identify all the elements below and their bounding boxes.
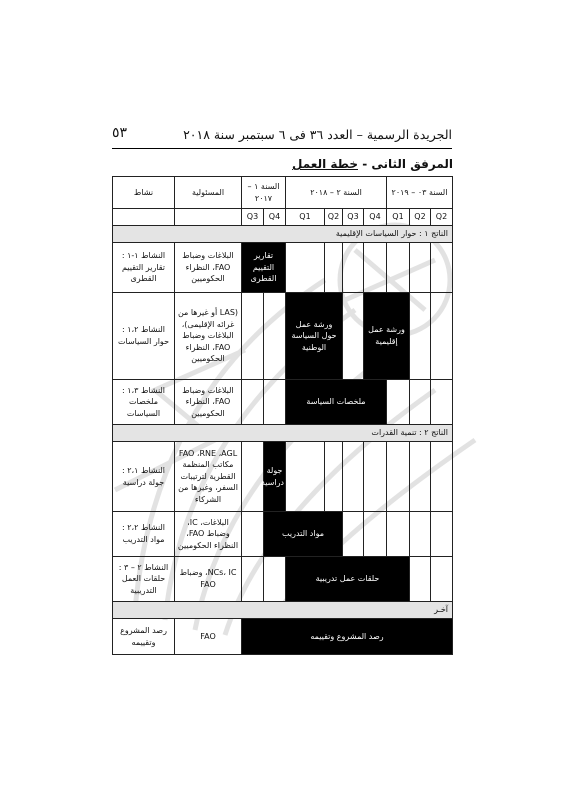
responsible-cell: FAO ،RNE ،AGL مكاتب المنظمة القطرية لترتيبات السفر، وغيرها من الشركاء bbox=[175, 442, 242, 512]
gantt-bar: ورشة عمل إقليمية bbox=[364, 293, 410, 380]
annex-heading bbox=[292, 157, 453, 171]
quarter-label: Q2 bbox=[325, 209, 343, 226]
table-row bbox=[113, 293, 453, 380]
quarter-label: Q1 bbox=[286, 209, 325, 226]
quarter-label: Q2 bbox=[431, 209, 453, 226]
table-row bbox=[113, 243, 453, 293]
header-rule bbox=[112, 148, 452, 149]
section-row bbox=[113, 602, 453, 619]
page-header bbox=[112, 125, 452, 145]
quarter-label: Q4 bbox=[264, 209, 286, 226]
responsible-cell: NCs، IC، وضباط FAO bbox=[175, 557, 242, 602]
activity-cell: رصد المشروع وتقييمه bbox=[113, 619, 175, 655]
activity-cell: النشاط ١،٢ : حوار السياسات bbox=[113, 293, 175, 380]
activity-cell: النشاط ١-١ : تقارير التقييم القطرى bbox=[113, 243, 175, 293]
section-title-output-2: الناتج ٢ : تنمية القدرات bbox=[113, 425, 453, 442]
responsible-cell: FAO bbox=[175, 619, 242, 655]
gantt-bar: تقارير التقييم القطرى bbox=[242, 243, 286, 293]
col-header-year2: السنة ٢ – ٢٠١٨ bbox=[286, 177, 387, 209]
gantt-bar: جولة دراسية bbox=[264, 442, 286, 512]
section-title-other: آخـر bbox=[113, 602, 453, 619]
quarter-label: Q4 bbox=[364, 209, 387, 226]
activity-cell: النشاط ١،٣ : ملخصات السياسات bbox=[113, 380, 175, 425]
table-row bbox=[113, 557, 453, 602]
col-header-responsible: المسئولية bbox=[175, 177, 242, 209]
gantt-bar: حلقات عمل تدريبية bbox=[286, 557, 410, 602]
quarter-label: Q1 bbox=[387, 209, 410, 226]
section-title-output-1: الناتج ١ : حوار السياسات الإقليمية bbox=[113, 226, 453, 243]
table-row bbox=[113, 619, 453, 655]
section-row bbox=[113, 425, 453, 442]
page-number: ٥٣ bbox=[112, 125, 128, 141]
header-row-years bbox=[113, 177, 453, 209]
activity-cell: النشاط ٢،٢ : مواد التدريب bbox=[113, 512, 175, 557]
col-header-year3: السنة ٠٣ – ٢٠١٩ bbox=[387, 177, 453, 209]
activity-cell: النشاط ٢،١ : جولة دراسية bbox=[113, 442, 175, 512]
quarter-label: Q2 bbox=[410, 209, 431, 226]
gantt-bar: رصد المشروع وتقييمه bbox=[242, 619, 453, 655]
responsible-cell: (LAS أو غيرها من غرائه الإقليمى)، البلاغات وضباط FAO، النظراء الحكوميين bbox=[175, 293, 242, 380]
col-header-year1: السنة ١ – ٢٠١٧ bbox=[242, 177, 286, 209]
responsible-cell: البلاغات وضباط FAO، النظراء الحكوميين bbox=[175, 380, 242, 425]
responsible-cell: البلاغات، IC، وضباط FAO، النظراء الحكوميين bbox=[175, 512, 242, 557]
quarter-label: Q3 bbox=[242, 209, 264, 226]
header-line: الجريدة الرسمية – العدد ٣٦ فى ٦ سبتمبر سنة ٢٠١٨ bbox=[183, 127, 452, 142]
quarter-label: Q3 bbox=[343, 209, 364, 226]
gantt-bar: ملخصات السياسة bbox=[286, 380, 387, 425]
gantt-bar: مواد التدريب bbox=[264, 512, 343, 557]
annex-title: خطة العمل bbox=[292, 157, 358, 171]
table-row bbox=[113, 380, 453, 425]
header-row-quarters bbox=[113, 209, 453, 226]
responsible-cell: البلاغات وضباط FAO، النظراء الحكوميين bbox=[175, 243, 242, 293]
section-row bbox=[113, 226, 453, 243]
table-row bbox=[113, 512, 453, 557]
table-row bbox=[113, 442, 453, 512]
blank-cell bbox=[175, 209, 242, 226]
annex-label: المرفق الثانى - bbox=[362, 157, 453, 171]
col-header-activity: نشاط bbox=[113, 177, 175, 209]
work-plan-table bbox=[112, 176, 453, 655]
blank-cell bbox=[113, 209, 175, 226]
gantt-bar: ورشة عمل حول السياسة الوطنية bbox=[286, 293, 343, 380]
activity-cell: النشاط ٢ – ٣ : حلقات العمل التدريبية bbox=[113, 557, 175, 602]
